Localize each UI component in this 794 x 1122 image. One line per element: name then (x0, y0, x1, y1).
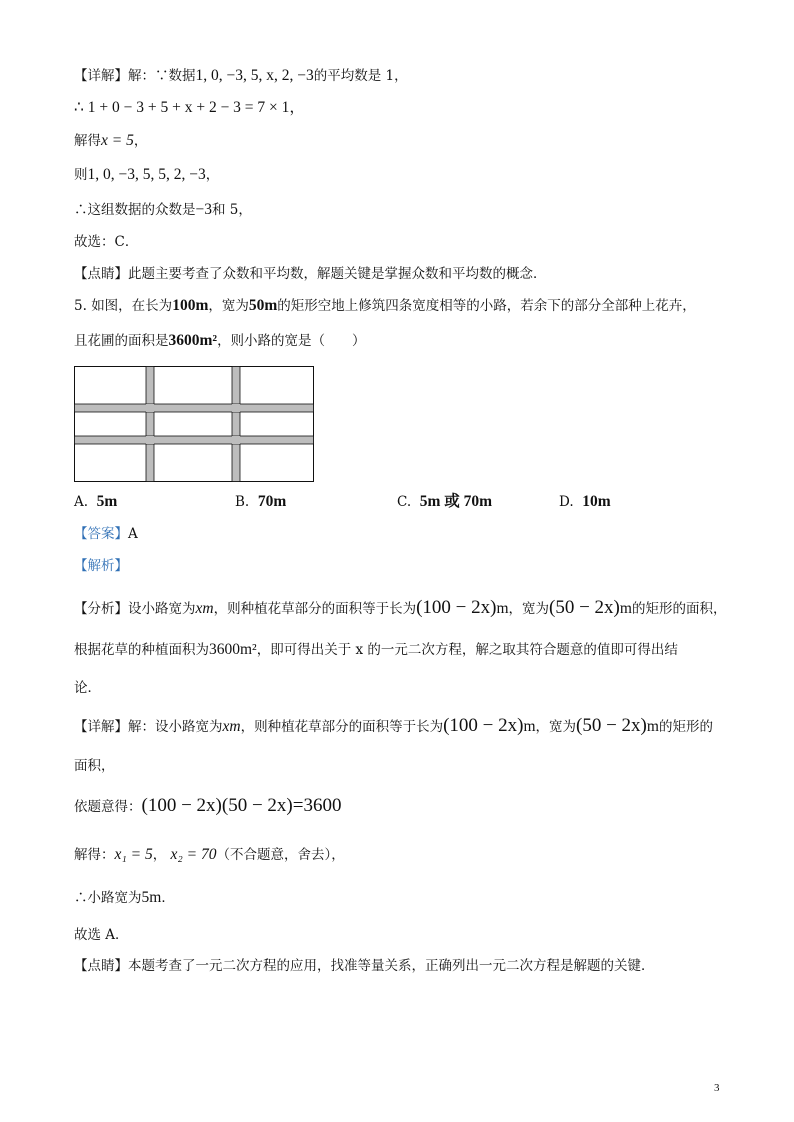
width-end: ． (161, 890, 175, 906)
analysis-line-2 (74, 640, 678, 660)
width-text: ∴小路宽为 (74, 890, 142, 906)
detail-line (74, 66, 408, 86)
a6: ，即可得出关于 x 的一元二次方程，解之取其符合题意的值即可得出结 (256, 642, 678, 658)
analysis-line-1 (74, 598, 726, 619)
path-horizontal-1 (75, 404, 314, 412)
path-horizontal-2 (75, 436, 314, 444)
eq-label: 依题意得： (74, 799, 142, 815)
len-expr: (100 − 2x) (443, 715, 524, 736)
solve-line (74, 131, 147, 151)
option-label: D. (559, 494, 574, 510)
detail-line-2b: 面积， (74, 758, 115, 774)
eq: (100 − 2x)(50 − 2x)=3600 (141, 795, 342, 816)
equation-line (74, 796, 341, 817)
a2: ，则种植花草部分的面积等于长为 (213, 601, 417, 617)
m2: m (646, 718, 659, 735)
m1: m (523, 718, 536, 735)
then-text: 则 (74, 167, 88, 183)
data-list: 1, 0, −3, 5, x, 2, −3 (195, 67, 314, 84)
m1: m (496, 600, 509, 617)
path-crossing (146, 404, 154, 412)
detail-text: 解：∵数据 (128, 68, 196, 84)
detail-tag: 【详解】 (74, 68, 128, 84)
path-crossing (232, 436, 240, 444)
x2: x₂ = 70 (170, 846, 217, 863)
question-5-line-2 (74, 331, 366, 351)
then-end: ， (205, 167, 220, 183)
page-number: 3 (714, 1082, 720, 1094)
question-5-line-1 (74, 296, 696, 316)
option-d (559, 492, 611, 512)
comment-line-2 (74, 956, 655, 976)
d1: 解：设小路宽为 (128, 719, 223, 735)
path-vertical-2 (232, 367, 240, 482)
option-value: 70m (257, 493, 287, 510)
comment-text: 此题主要考查了众数和平均数，解题关键是掌握众数和平均数的概念． (128, 266, 547, 282)
garden-figure (74, 366, 314, 482)
equation-1: ∴ 1 + 0 − 3 + 5 + x + 2 − 3 = 7 × 1， (74, 99, 305, 116)
choose-line: 故选：C． (74, 234, 139, 250)
option-value: 5m (96, 493, 118, 510)
option-value: 5m 或 70m (419, 493, 493, 510)
q5-text-a: 如图，在长为 (91, 298, 173, 314)
d4: 的矩形的 (658, 719, 713, 735)
detail-tag-2: 【详解】 (74, 719, 128, 735)
answer-line (74, 524, 138, 544)
analysis-line-3: 论． (74, 680, 101, 696)
then-line (74, 165, 219, 185)
q5-text-c: 的矩形空地上修筑四条宽度相等的小路，若余下的部分全部种上花卉， (277, 298, 696, 314)
mode-line (74, 200, 252, 220)
path-vertical-1 (146, 367, 154, 482)
question-number: 5. (74, 298, 87, 314)
d2: ，则种植花草部分的面积等于长为 (240, 719, 444, 735)
option-c (397, 492, 492, 512)
answer-value: A (128, 526, 138, 542)
comment-line (74, 264, 547, 284)
option-label: C. (397, 494, 412, 510)
sep: ， (152, 847, 167, 863)
width-line (74, 888, 175, 908)
a3: ，宽为 (508, 601, 550, 617)
wid-expr: (50 − 2x) (576, 715, 647, 736)
path-crossing (146, 436, 154, 444)
answer-tag: 【答案】 (74, 526, 128, 542)
q5-length: 100m (172, 297, 209, 314)
detail-line-2 (74, 716, 713, 737)
xm: xm (195, 600, 214, 617)
sol-note: （不合题意，舍去）， (216, 847, 345, 863)
q5-text-e: ，则小路的宽是（ ） (217, 333, 366, 349)
q5-width: 50m (248, 297, 278, 314)
option-label: A. (74, 494, 89, 510)
d3: ，宽为 (535, 719, 577, 735)
option-value: 10m (582, 493, 611, 510)
width-val: 5m (141, 889, 162, 906)
q5-text-d: 且花圃的面积是 (74, 333, 169, 349)
len-expr: (100 − 2x) (416, 597, 497, 618)
option-a (74, 492, 117, 512)
m2: m (619, 600, 632, 617)
mode-text-b: 和 5， (212, 202, 252, 218)
area: 3600m² (209, 641, 257, 658)
analysis-tag: 【解析】 (74, 558, 128, 574)
comment-tag-2: 【点睛】 (74, 958, 128, 974)
solve-end: ， (133, 133, 148, 149)
solve-text: 解得 (74, 133, 101, 149)
mode-text-a: ∴这组数据的众数是 (74, 202, 196, 218)
q5-text-b: ，宽为 (208, 298, 249, 314)
a5: 根据花草的种植面积为 (74, 642, 209, 658)
solve-eq: x = 5 (101, 132, 134, 149)
then-list: 1, 0, −3, 5, 5, 2, −3 (87, 166, 206, 183)
comment-tag: 【点睛】 (74, 266, 128, 282)
sol-label: 解得： (74, 847, 115, 863)
mode-val: −3 (195, 201, 212, 218)
mean-text: 的平均数是 1， (313, 68, 408, 84)
xm: xm (222, 718, 241, 735)
option-b (235, 492, 286, 512)
solution-line (74, 845, 345, 865)
comment-text-2: 本题考查了一元二次方程的应用，找准等量关系，正确列出一元二次方程是解题的关键． (128, 958, 655, 974)
option-label: B. (235, 494, 250, 510)
garden-outline (75, 367, 314, 482)
a1: 设小路宽为 (128, 601, 196, 617)
wid-expr: (50 − 2x) (549, 597, 620, 618)
q5-area: 3600m² (168, 332, 218, 349)
choose-line-2: 故选 A． (74, 927, 129, 943)
path-crossing (232, 404, 240, 412)
a4: 的矩形的面积， (631, 601, 727, 617)
analysis-tag-2: 【分析】 (74, 601, 128, 617)
x1: x₁ = 5 (114, 846, 153, 863)
